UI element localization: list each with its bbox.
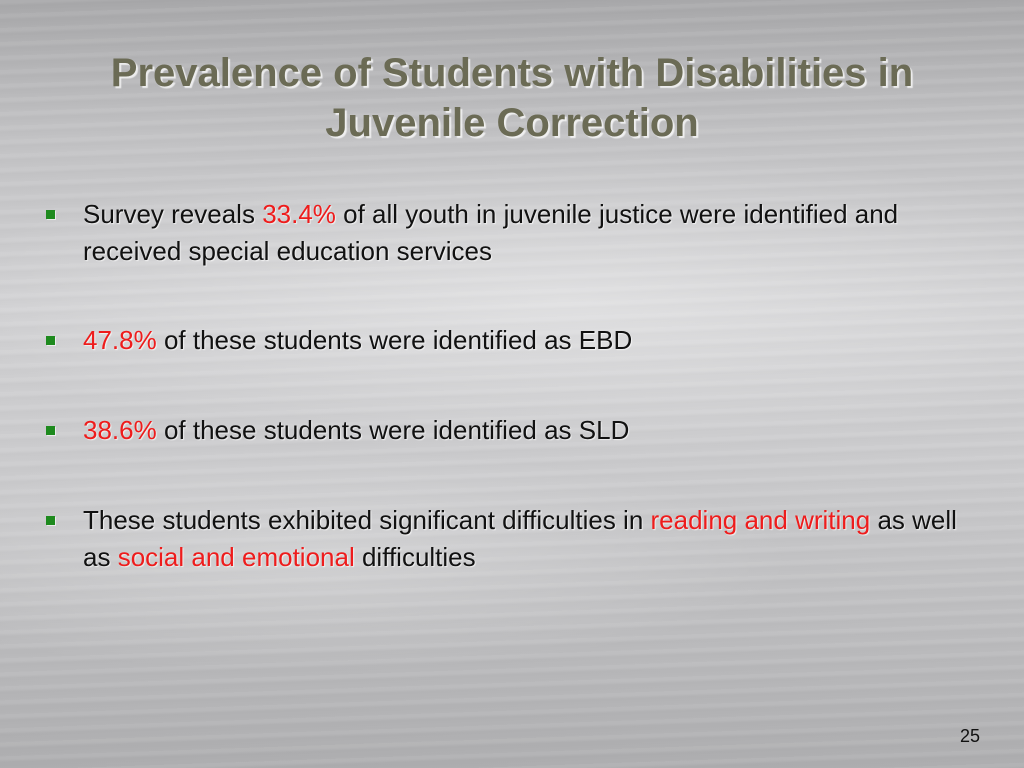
bullet-list xyxy=(40,196,960,628)
bullet-text: of all youth in juvenile justice were identified and received special education services xyxy=(83,199,899,266)
page-number: 25 xyxy=(959,726,980,746)
highlight-percent: 47.8% xyxy=(83,325,157,355)
bullet-text: Survey reveals xyxy=(83,199,263,229)
bullet-text: difficulties xyxy=(354,542,476,572)
highlight-percent: 33.4% xyxy=(262,199,336,229)
bullet-item-sld xyxy=(40,412,960,449)
bullet-text: of these students were identified as SLD xyxy=(156,415,630,445)
square-bullet-icon xyxy=(46,516,55,525)
bullet-item-difficulties xyxy=(40,502,960,576)
bullet-item-ebd xyxy=(40,322,960,359)
highlight-phrase: reading and writing xyxy=(650,505,871,535)
slide-title: Prevalence of Students with Disabilities in Juvenile Correction xyxy=(110,51,914,145)
bullet-text: as well as xyxy=(83,505,957,572)
bullet-item-survey xyxy=(40,196,960,270)
bullet-text: of these students were identified as EBD xyxy=(156,325,633,355)
bullet-text: These students exhibited significant difficulties in xyxy=(83,505,651,535)
square-bullet-icon xyxy=(46,426,55,435)
square-bullet-icon xyxy=(46,210,55,219)
highlight-phrase: social and emotional xyxy=(117,542,355,572)
square-bullet-icon xyxy=(46,336,55,345)
highlight-percent: 38.6% xyxy=(83,415,157,445)
